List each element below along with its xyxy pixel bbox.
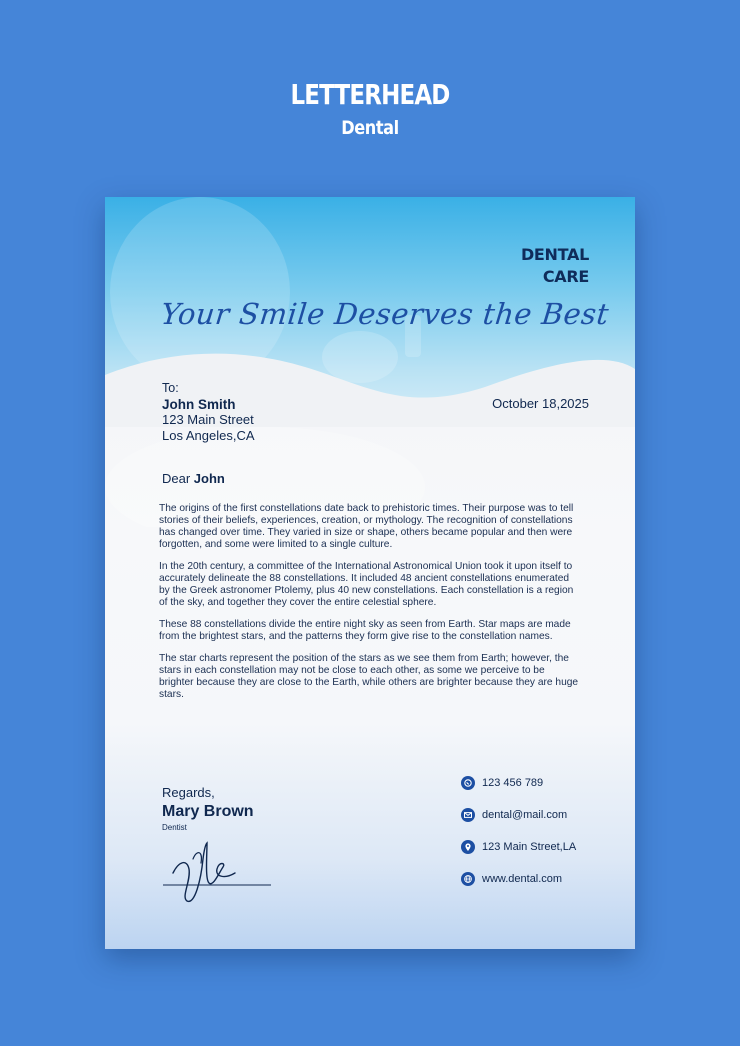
email-address[interactable]: dental@mail.com xyxy=(482,809,568,821)
phone-number: 123 456 789 xyxy=(482,777,544,789)
handwritten-signature xyxy=(163,839,275,905)
letter-body xyxy=(159,503,581,711)
recipient-street: 123 Main Street xyxy=(162,412,254,427)
closing: Regards, xyxy=(162,785,215,800)
page-subtitle: Dental xyxy=(341,117,399,139)
signer-name: Mary Brown xyxy=(162,803,254,820)
location-pin-icon xyxy=(461,840,475,854)
letterhead-sheet xyxy=(105,197,635,949)
greeting xyxy=(162,471,225,486)
greeting-name: John xyxy=(193,471,225,486)
to-label: To: xyxy=(162,381,179,395)
brand-line-1: DENTAL xyxy=(520,245,589,264)
brand-logo-text xyxy=(521,244,589,288)
street-address: 123 Main Street,LA xyxy=(482,841,577,853)
greeting-prefix: Dear xyxy=(162,471,194,486)
contact-phone xyxy=(461,776,543,790)
tagline: Your Smile Deserves the Best xyxy=(159,297,611,331)
body-paragraph-2: In the 20th century, a committee of the International Astronomical Union took it upon itself to accurately delineate the 88 constellations. It included 48 ancient constellations enumerated by the Greek astronomer Ptolemy, plus 40 new constellations. Each constellation is a region of the sky, and together they cover the entire celestial sphere. xyxy=(159,561,574,608)
body-paragraph-4: The star charts represent the position of the stars as we see them from Earth; however, the stars in each constellation may not be close to each other, as some we perceive to be brighter because they are close to the Earth, while others are brighter because they are huge stars. xyxy=(159,653,579,700)
recipient-block xyxy=(162,381,255,443)
mail-icon xyxy=(461,808,475,822)
website-url[interactable]: www.dental.com xyxy=(482,873,563,885)
recipient-city: Los Angeles,CA xyxy=(162,427,255,443)
body-paragraph-3: These 88 constellations divide the entire night sky as seen from Earth. Star maps are made from the brightest stars, and the patterns they form give rise to the constellation names. xyxy=(159,619,571,642)
brand-line-2: CARE xyxy=(542,267,589,286)
signer-role: Dentist xyxy=(162,823,187,832)
contact-address xyxy=(461,840,576,854)
globe-icon xyxy=(461,872,475,886)
recipient-name: John Smith xyxy=(162,396,236,412)
letter-date: October 18,2025 xyxy=(492,396,589,411)
whatsapp-icon xyxy=(461,776,475,790)
contact-email xyxy=(461,808,567,822)
page-title: LETTERHEAD xyxy=(290,78,450,111)
contact-website xyxy=(461,872,562,886)
body-paragraph-1: The origins of the first constellations date back to prehistoric times. Their purpose was to tell stories of their beliefs, experiences, creation, or mythology. The recognition of constellations has changed over time. They varied in size or shape, others became popular and then were forgotten, and some were limited to a single culture. xyxy=(159,503,574,550)
